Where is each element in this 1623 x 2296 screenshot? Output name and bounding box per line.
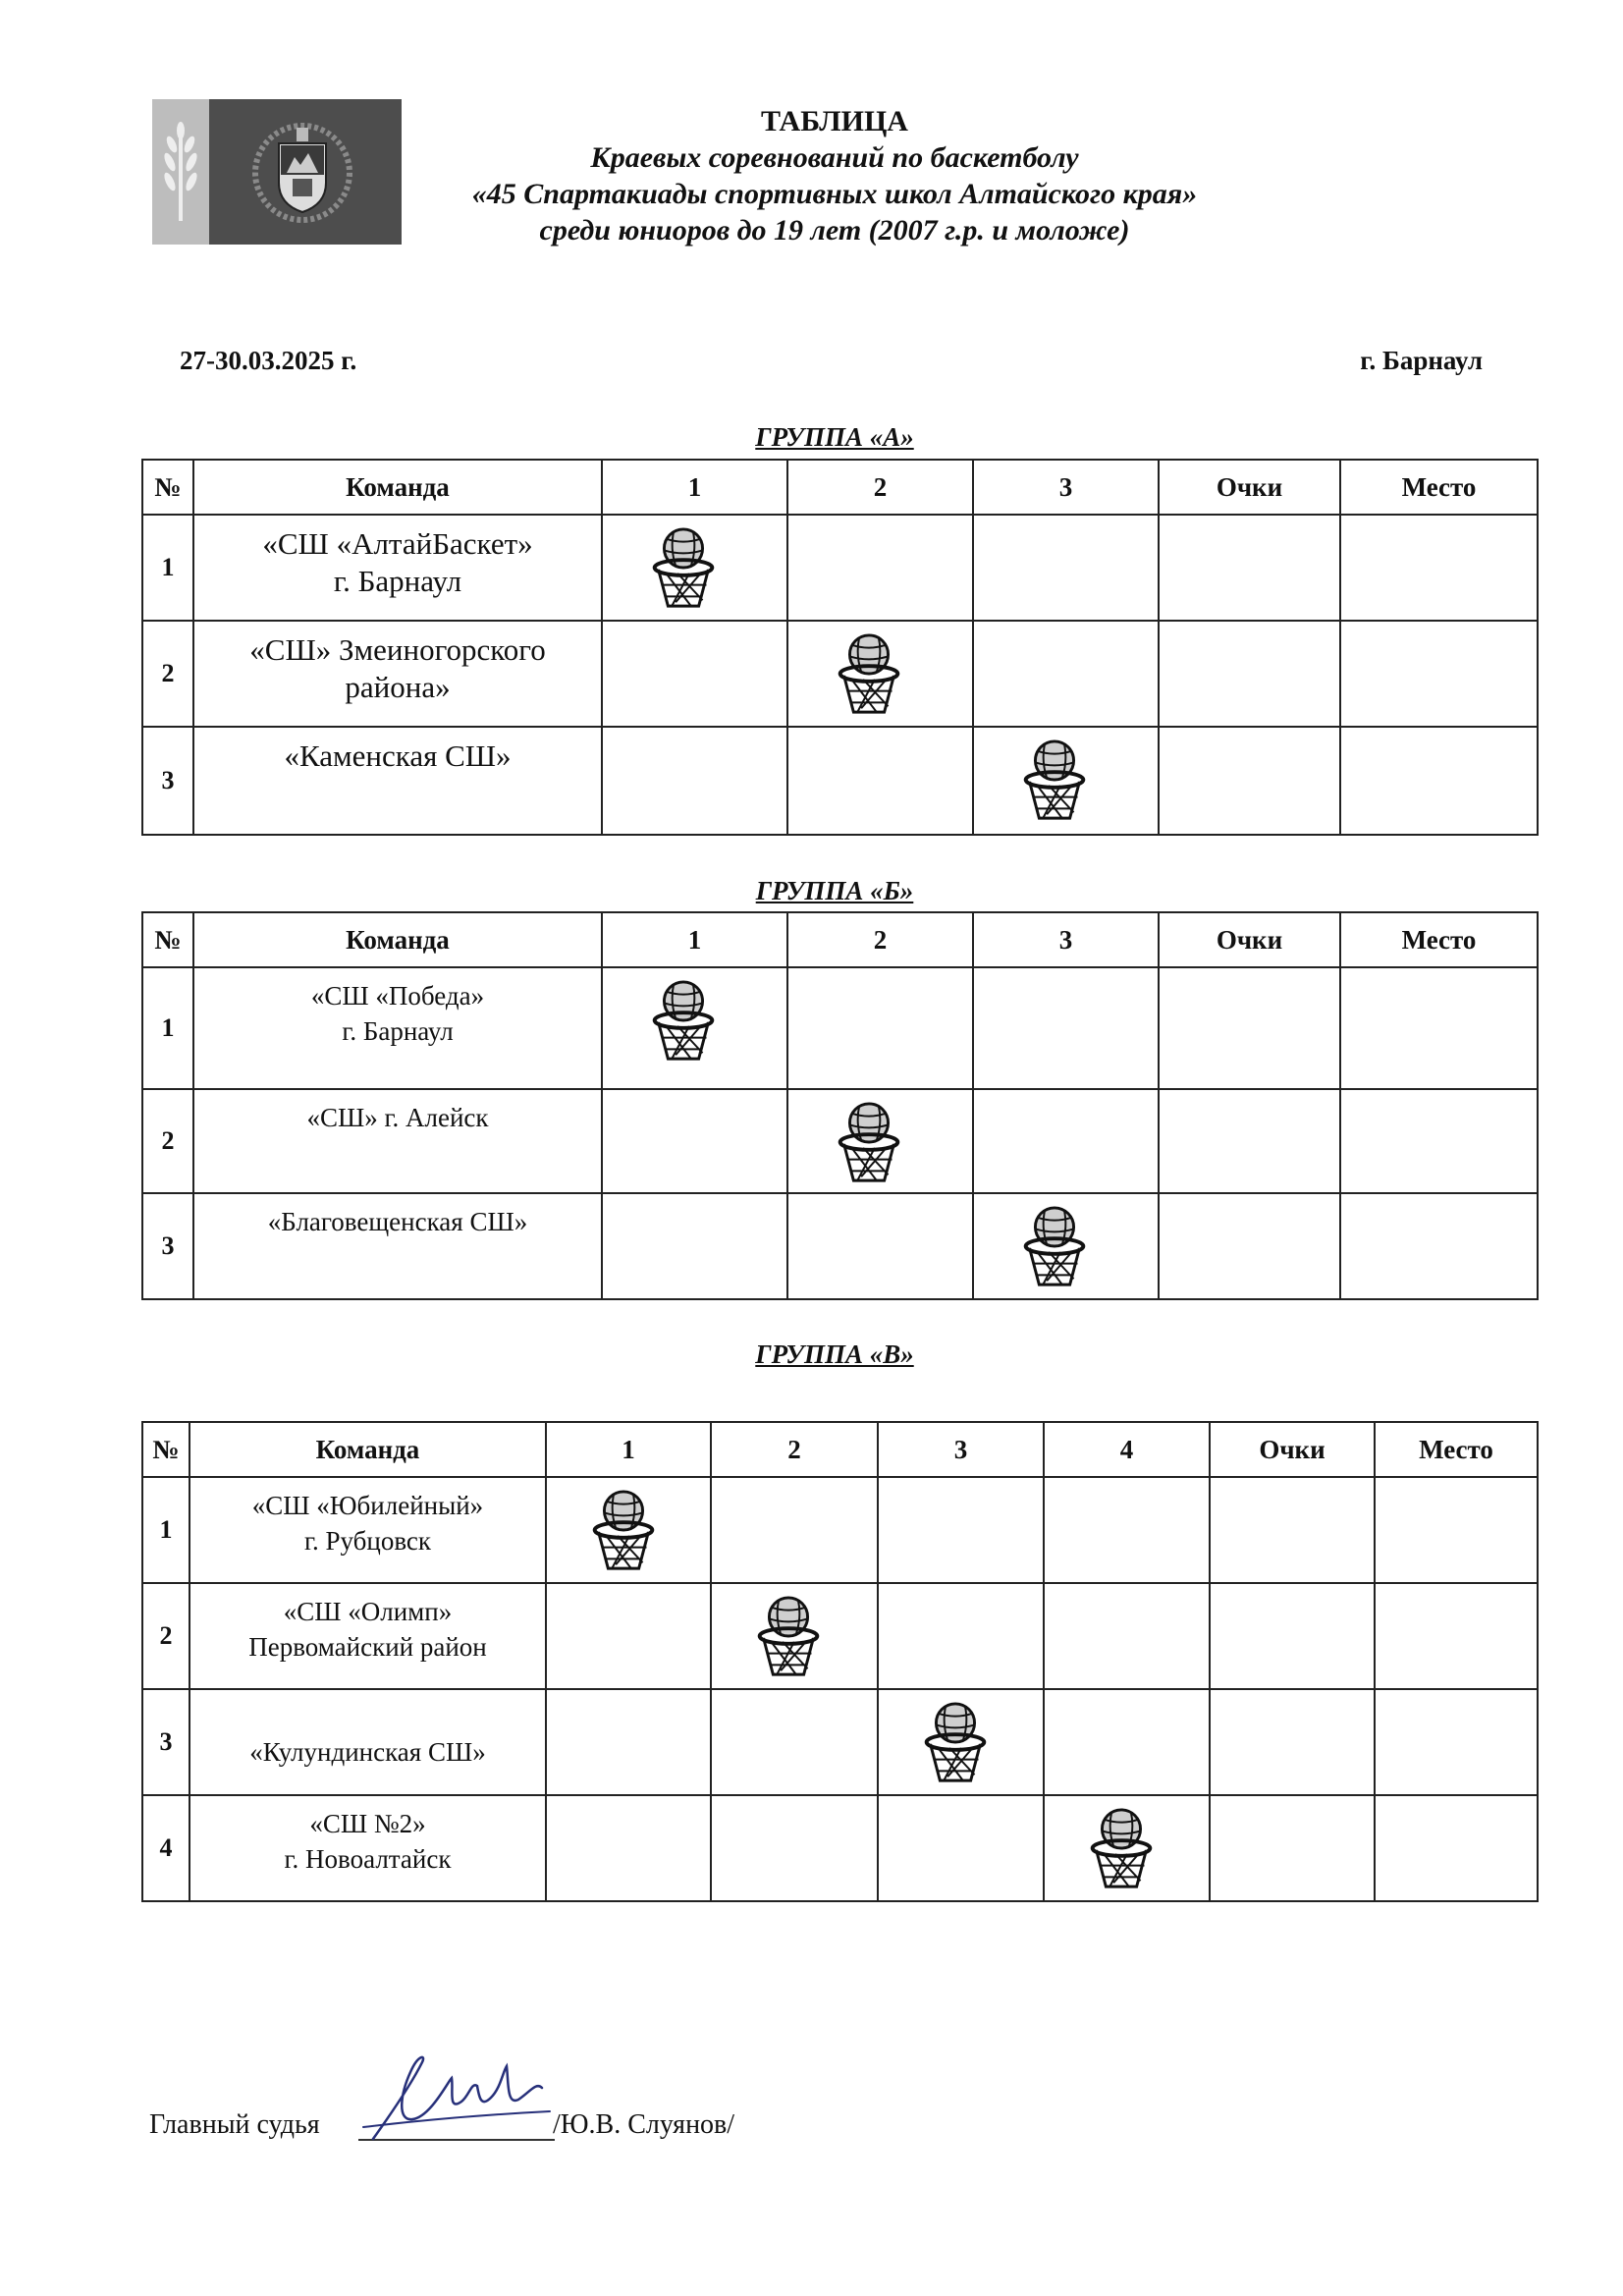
event-date: 27-30.03.2025 г. — [180, 346, 357, 375]
basketball-hoop-icon — [973, 727, 1159, 835]
score-cell — [787, 967, 973, 1089]
team-name-line: г. Барнаул — [333, 564, 462, 598]
column-header: № — [142, 912, 193, 967]
points-cell — [1210, 1477, 1375, 1583]
team-name — [189, 1795, 546, 1901]
team-number: 2 — [142, 621, 193, 727]
team-name-line: «СШ «Олимп» — [283, 1597, 453, 1626]
score-cell — [711, 1477, 878, 1583]
document-header — [393, 104, 1276, 248]
place-cell — [1375, 1477, 1538, 1583]
place-cell — [1375, 1795, 1538, 1901]
score-cell — [602, 727, 787, 835]
column-header: № — [142, 460, 193, 515]
coat-of-arms-icon — [251, 114, 354, 230]
column-header: 2 — [787, 460, 973, 515]
basketball-hoop-icon — [602, 967, 787, 1089]
table-header-row — [142, 460, 1538, 515]
column-header: 3 — [878, 1422, 1044, 1477]
place-cell — [1340, 1193, 1538, 1299]
score-cell — [878, 1583, 1044, 1689]
column-header: Очки — [1159, 460, 1340, 515]
signature-icon — [353, 2043, 560, 2151]
place-cell — [1340, 621, 1538, 727]
score-cell — [711, 1689, 878, 1795]
team-name-line: «Кулундинская СШ» — [249, 1737, 486, 1767]
basketball-hoop-icon — [916, 1700, 995, 1786]
column-header: 4 — [1044, 1422, 1210, 1477]
basketball-hoop-icon — [787, 621, 973, 727]
column-header: 2 — [711, 1422, 878, 1477]
team-name-line: района» — [345, 670, 451, 704]
team-name-line: Первомайский район — [248, 1632, 487, 1662]
table-row — [142, 515, 1538, 621]
team-name — [193, 515, 602, 621]
team-number: 1 — [142, 967, 193, 1089]
place-cell — [1340, 1089, 1538, 1193]
document-title: ТАБЛИЦА — [761, 105, 908, 137]
score-cell — [787, 727, 973, 835]
group-v-title: ГРУППА «В» — [755, 1339, 914, 1369]
table-row — [142, 967, 1538, 1089]
team-name — [193, 967, 602, 1089]
basketball-hoop-icon — [787, 1089, 973, 1193]
event-city: г. Барнаул — [1360, 346, 1483, 375]
table-header-row — [142, 912, 1538, 967]
points-cell — [1159, 1193, 1340, 1299]
place-cell — [1375, 1689, 1538, 1795]
chief-judge-label: Главный судья — [149, 2109, 320, 2140]
place-cell — [1340, 967, 1538, 1089]
score-cell — [1044, 1477, 1210, 1583]
wheat-icon — [158, 121, 203, 224]
score-cell — [546, 1689, 711, 1795]
group-a-table — [141, 459, 1539, 836]
table-row — [142, 621, 1538, 727]
document-subtitle-line: Краевых соревнований по баскетболу — [590, 141, 1079, 174]
team-name-line: г. Барнаул — [342, 1016, 454, 1046]
place-cell — [1340, 515, 1538, 621]
score-cell — [602, 1089, 787, 1193]
table-row — [142, 1689, 1538, 1795]
group-b-title: ГРУППА «Б» — [755, 876, 914, 905]
team-name-line: «СШ» Змеиногорского — [249, 632, 546, 667]
column-header: 2 — [787, 912, 973, 967]
table-row — [142, 727, 1538, 835]
points-cell — [1210, 1689, 1375, 1795]
points-cell — [1159, 515, 1340, 621]
score-cell — [973, 967, 1159, 1089]
score-cell — [787, 515, 973, 621]
team-name-line: «СШ «Юбилейный» — [251, 1491, 484, 1520]
score-cell — [546, 1583, 711, 1689]
team-name-line: г. Рубцовск — [303, 1526, 432, 1556]
basketball-hoop-icon — [1015, 1204, 1094, 1290]
score-cell — [602, 621, 787, 727]
chief-judge-name: /Ю.В. Слуянов/ — [553, 2109, 735, 2140]
score-cell — [878, 1477, 1044, 1583]
team-name — [193, 727, 602, 835]
team-name — [193, 1089, 602, 1193]
team-number: 3 — [142, 1193, 193, 1299]
basketball-hoop-icon — [711, 1583, 878, 1689]
score-cell — [1044, 1689, 1210, 1795]
score-cell — [878, 1795, 1044, 1901]
basketball-hoop-icon — [644, 978, 723, 1065]
basketball-hoop-icon — [546, 1477, 711, 1583]
column-header: 1 — [602, 912, 787, 967]
table-row — [142, 1193, 1538, 1299]
table-row — [142, 1583, 1538, 1689]
basketball-hoop-icon — [1015, 738, 1094, 824]
altai-krai-flag-logo — [152, 99, 402, 245]
place-cell — [1375, 1583, 1538, 1689]
team-number: 1 — [142, 515, 193, 621]
column-header: № — [142, 1422, 189, 1477]
group-v-table — [141, 1421, 1539, 1902]
basketball-hoop-icon — [830, 1100, 908, 1186]
column-header: Команда — [193, 912, 602, 967]
basketball-hoop-icon — [1044, 1795, 1210, 1901]
column-header: Место — [1375, 1422, 1538, 1477]
team-number: 2 — [142, 1089, 193, 1193]
basketball-hoop-icon — [749, 1594, 828, 1680]
basketball-hoop-icon — [830, 631, 908, 718]
table-row — [142, 1089, 1538, 1193]
document-subtitle-line: «45 Спартакиады спортивных школ Алтайского края» — [471, 178, 1198, 210]
team-number: 4 — [142, 1795, 189, 1901]
basketball-hoop-icon — [878, 1689, 1044, 1795]
table-row — [142, 1477, 1538, 1583]
basketball-hoop-icon — [602, 515, 787, 621]
column-header: Очки — [1159, 912, 1340, 967]
team-name — [189, 1583, 546, 1689]
table-row — [142, 1795, 1538, 1901]
column-header: 1 — [546, 1422, 711, 1477]
score-cell — [711, 1795, 878, 1901]
points-cell — [1210, 1583, 1375, 1689]
group-b-table — [141, 911, 1539, 1300]
points-cell — [1159, 967, 1340, 1089]
table-header-row — [142, 1422, 1538, 1477]
team-name-line: «Каменская СШ» — [284, 738, 512, 773]
team-name-line: «СШ» г. Алейск — [306, 1103, 489, 1132]
team-number: 2 — [142, 1583, 189, 1689]
team-name — [189, 1477, 546, 1583]
document-subtitle-line: среди юниоров до 19 лет (2007 г.р. и моложе) — [539, 214, 1130, 246]
score-cell — [973, 515, 1159, 621]
score-cell — [973, 621, 1159, 727]
column-header: 3 — [973, 912, 1159, 967]
basketball-hoop-icon — [973, 1193, 1159, 1299]
team-number: 1 — [142, 1477, 189, 1583]
column-header: Место — [1340, 912, 1538, 967]
team-name — [193, 621, 602, 727]
points-cell — [1159, 727, 1340, 835]
basketball-hoop-icon — [644, 525, 723, 612]
team-name — [189, 1689, 546, 1795]
team-name-line: «СШ «АлтайБаскет» — [262, 526, 533, 561]
team-name-line: «Благовещенская СШ» — [267, 1207, 528, 1236]
score-cell — [546, 1795, 711, 1901]
points-cell — [1159, 621, 1340, 727]
team-name-line: г. Новоалтайск — [284, 1844, 452, 1874]
score-cell — [973, 1089, 1159, 1193]
team-name — [193, 1193, 602, 1299]
score-cell — [602, 1193, 787, 1299]
column-header: Очки — [1210, 1422, 1375, 1477]
points-cell — [1210, 1795, 1375, 1901]
group-a-title: ГРУППА «А» — [755, 422, 914, 452]
team-name-line: «СШ №2» — [309, 1809, 426, 1838]
column-header: Место — [1340, 460, 1538, 515]
team-name-line: «СШ «Победа» — [310, 981, 485, 1011]
team-number: 3 — [142, 727, 193, 835]
score-cell — [1044, 1583, 1210, 1689]
points-cell — [1159, 1089, 1340, 1193]
column-header: 1 — [602, 460, 787, 515]
team-number: 3 — [142, 1689, 189, 1795]
basketball-hoop-icon — [1082, 1806, 1161, 1892]
column-header: Команда — [189, 1422, 546, 1477]
column-header: Команда — [193, 460, 602, 515]
place-cell — [1340, 727, 1538, 835]
score-cell — [787, 1193, 973, 1299]
basketball-hoop-icon — [584, 1488, 663, 1574]
column-header: 3 — [973, 460, 1159, 515]
